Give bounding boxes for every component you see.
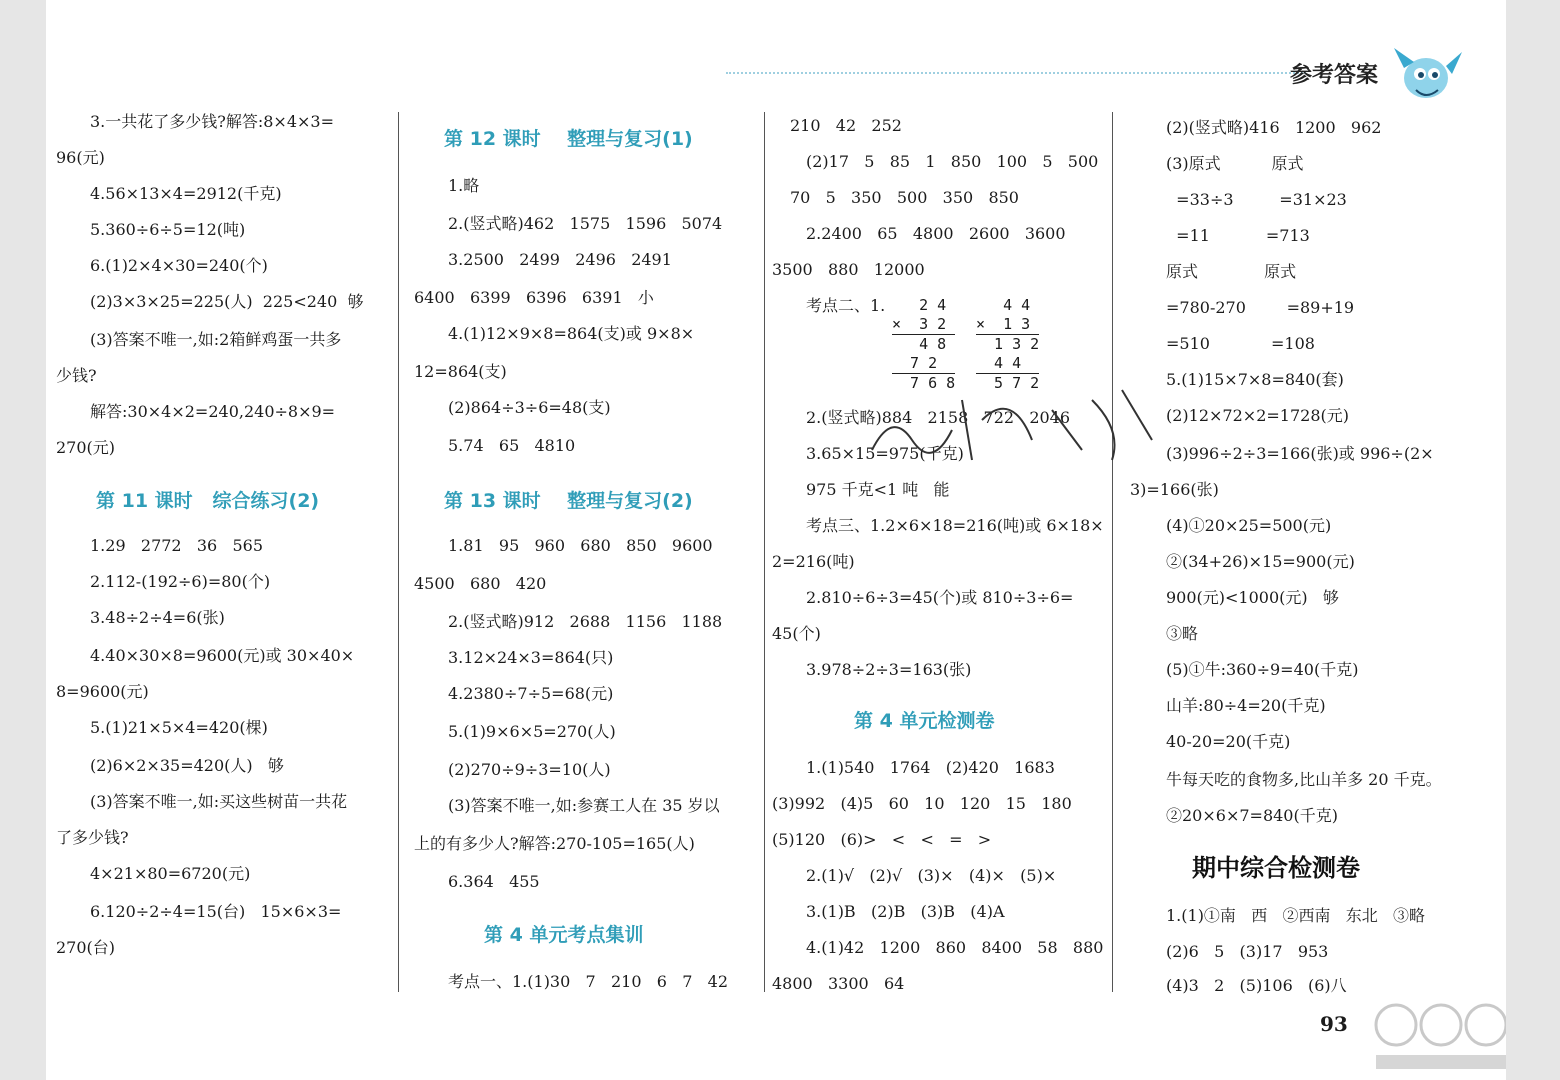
answer-line: (3)原式 原式 bbox=[1166, 154, 1304, 173]
answer-line: (2)(竖式略)416 1200 962 bbox=[1166, 118, 1382, 137]
answer-line: 900(元)<1000(元) 够 bbox=[1166, 588, 1339, 607]
header-title: 参考答案 bbox=[1290, 63, 1379, 88]
answer-line: 270(台) bbox=[56, 938, 116, 957]
answer-line: 2.112-(192÷6)=80(个) bbox=[90, 572, 271, 591]
answer-line: 3.978÷2÷3=163(张) bbox=[806, 660, 972, 679]
answer-line: 6.(1)2×4×30=240(个) bbox=[90, 256, 268, 275]
answer-line: (2)6 5 (3)17 953 bbox=[1166, 942, 1329, 961]
answer-line: (2)270÷9÷3=10(人) bbox=[448, 760, 611, 779]
answer-line: 210 42 252 bbox=[790, 116, 902, 135]
answer-line: 8=9600(元) bbox=[56, 682, 149, 701]
answer-line: 3.12×24×3=864(只) bbox=[448, 648, 614, 667]
answer-line: 2.(竖式略)912 2688 1156 1188 bbox=[448, 612, 723, 631]
answer-line: (3)答案不唯一,如:2箱鲜鸡蛋一共多 bbox=[90, 330, 342, 349]
answer-line: (3)答案不唯一,如:参赛工人在 35 岁以 bbox=[448, 796, 720, 815]
answer-line: 6.364 455 bbox=[448, 872, 540, 891]
answer-line: 3.65×15=975(千克) bbox=[806, 444, 964, 463]
section-heading: 期中综合检测卷 bbox=[1192, 854, 1360, 882]
answer-line: 2.(1)√ (2)√ (3)× (4)× (5)× bbox=[806, 866, 1057, 885]
page-number: 93 bbox=[1320, 1012, 1348, 1036]
answer-line: 解答:30×4×2=240,240÷8×9= bbox=[90, 402, 336, 421]
answer-line: (4)3 2 (5)106 (6)八 bbox=[1166, 976, 1347, 995]
answer-line: 70 5 350 500 350 850 bbox=[790, 188, 1019, 207]
section-heading: 第 12 课时 整理与复习(1) bbox=[444, 128, 693, 150]
answer-line: 5.74 65 4810 bbox=[448, 436, 576, 455]
answer-line: 3.48÷2÷4=6(张) bbox=[90, 608, 225, 627]
answer-line: 45(个) bbox=[772, 624, 821, 643]
section-heading: 第 13 课时 整理与复习(2) bbox=[444, 490, 693, 512]
answer-line: 270(元) bbox=[56, 438, 116, 457]
section-heading: 第 4 单元考点集训 bbox=[484, 924, 644, 946]
answer-line: 975 千克<1 吨 能 bbox=[806, 480, 950, 499]
answer-line: (4)①20×25=500(元) bbox=[1166, 516, 1332, 535]
mascot-icon bbox=[1386, 38, 1466, 108]
answer-line: 4.40×30×8=9600(元)或 30×40× bbox=[90, 646, 355, 665]
answer-line: ③略 bbox=[1166, 624, 1199, 643]
answer-page bbox=[46, 0, 1506, 1080]
answer-line: 牛每天吃的食物多,比山羊多 20 千克。 bbox=[1166, 770, 1442, 789]
answer-line: =33÷3 =31×23 bbox=[1166, 190, 1347, 209]
answer-line: (2)3×3×25=225(人) 225<240 够 bbox=[90, 292, 364, 311]
answer-line: 2.2400 65 4800 2600 3600 bbox=[806, 224, 1066, 243]
answer-line: 山羊:80÷4=20(千克) bbox=[1166, 696, 1326, 715]
answer-line: =11 =713 bbox=[1166, 226, 1310, 245]
answer-line: (2)17 5 85 1 850 100 5 500 bbox=[806, 152, 1099, 171]
answer-line: (5)①牛:360÷9=40(千克) bbox=[1166, 660, 1359, 679]
answer-line: 考点三、1.2×6×18=216(吨)或 6×18× bbox=[806, 516, 1104, 535]
vertical-calculation-1: 2 4 × 3 2 4 8 7 2 7 6 8 bbox=[892, 296, 956, 392]
header-divider bbox=[726, 72, 1306, 74]
answer-line: 4×21×80=6720(元) bbox=[90, 864, 251, 883]
answer-line: 3500 880 12000 bbox=[772, 260, 925, 279]
answer-line: 4800 3300 64 bbox=[772, 974, 905, 993]
answer-line: (2)864÷3÷6=48(支) bbox=[448, 398, 611, 417]
answer-line: 1.29 2772 36 565 bbox=[90, 536, 264, 555]
answer-line: 4500 680 420 bbox=[414, 574, 547, 593]
answer-line: 1.81 95 960 680 850 9600 bbox=[448, 536, 713, 555]
answer-line: 原式 原式 bbox=[1166, 262, 1297, 281]
answer-line: 少钱? bbox=[56, 366, 97, 385]
answer-line: 上的有多少人?解答:270-105=165(人) bbox=[414, 834, 695, 853]
answer-line: 6.120÷2÷4=15(台) 15×6×3= bbox=[90, 902, 342, 921]
watermark-logo bbox=[1366, 995, 1506, 1075]
answer-line: 5.(1)21×5×4=420(棵) bbox=[90, 718, 268, 737]
answer-line: 考点二、1. bbox=[806, 296, 886, 315]
answer-line: 4.(1)12×9×8=864(支)或 9×8× bbox=[448, 324, 695, 343]
answer-line: ②20×6×7=840(千克) bbox=[1166, 806, 1338, 825]
answer-line: 3.2500 2499 2496 2491 bbox=[448, 250, 672, 269]
answer-line: =780-270 =89+19 bbox=[1166, 298, 1355, 317]
answer-line: 3.(1)B (2)B (3)B (4)A bbox=[806, 902, 1005, 921]
answer-line: (3)答案不唯一,如:买这些树苗一共花 bbox=[90, 792, 348, 811]
answer-line: 2.(竖式略)884 2158 722 2046 bbox=[806, 408, 1071, 427]
answer-line: 1.略 bbox=[448, 176, 480, 195]
answer-line: 3)=166(张) bbox=[1130, 480, 1219, 499]
answer-line: 96(元) bbox=[56, 148, 105, 167]
column-divider-2 bbox=[764, 112, 765, 992]
answer-line: 40-20=20(千克) bbox=[1166, 732, 1291, 751]
answer-line: 4.56×13×4=2912(千克) bbox=[90, 184, 282, 203]
answer-line: 5.(1)15×7×8=840(套) bbox=[1166, 370, 1344, 389]
vertical-calculation-2: 4 4 × 1 3 1 3 2 4 4 5 7 2 bbox=[976, 296, 1040, 392]
answer-line: (2)12×72×2=1728(元) bbox=[1166, 406, 1349, 425]
answer-line: 12=864(支) bbox=[414, 362, 507, 381]
handwriting-scribble bbox=[862, 380, 1162, 470]
answer-line: 4.2380÷7÷5=68(元) bbox=[448, 684, 614, 703]
answer-line: 5.360÷6÷5=12(吨) bbox=[90, 220, 246, 239]
answer-line: 5.(1)9×6×5=270(人) bbox=[448, 722, 616, 741]
answer-line: 1.(1)①南 西 ②西南 东北 ③略 bbox=[1166, 906, 1425, 925]
answer-line: 考点一、1.(1)30 7 210 6 7 42 bbox=[448, 972, 729, 991]
answer-line: 2.810÷6÷3=45(个)或 810÷3÷6= bbox=[806, 588, 1074, 607]
answer-line: (2)6×2×35=420(人) 够 bbox=[90, 756, 284, 775]
answer-line: =510 =108 bbox=[1166, 334, 1315, 353]
answer-line: ②(34+26)×15=900(元) bbox=[1166, 552, 1355, 571]
answer-line: 1.(1)540 1764 (2)420 1683 bbox=[806, 758, 1055, 777]
section-heading: 第 11 课时 综合练习(2) bbox=[96, 490, 320, 512]
answer-line: 了多少钱? bbox=[56, 828, 129, 847]
answer-line: 2=216(吨) bbox=[772, 552, 855, 571]
answer-line: (3)996÷2÷3=166(张)或 996÷(2× bbox=[1166, 444, 1434, 463]
answer-line: 4.(1)42 1200 860 8400 58 880 bbox=[806, 938, 1104, 957]
answer-line: 3.一共花了多少钱?解答:8×4×3= bbox=[90, 112, 334, 131]
answer-line: 6400 6399 6396 6391 小 bbox=[414, 288, 654, 307]
section-heading: 第 4 单元检测卷 bbox=[854, 710, 995, 732]
answer-line: (3)992 (4)5 60 10 120 15 180 bbox=[772, 794, 1072, 813]
answer-line: (5)120 (6)> < < = > bbox=[772, 830, 992, 849]
column-divider-3 bbox=[1112, 112, 1113, 992]
answer-line: 2.(竖式略)462 1575 1596 5074 bbox=[448, 214, 723, 233]
column-divider-1 bbox=[398, 112, 399, 992]
